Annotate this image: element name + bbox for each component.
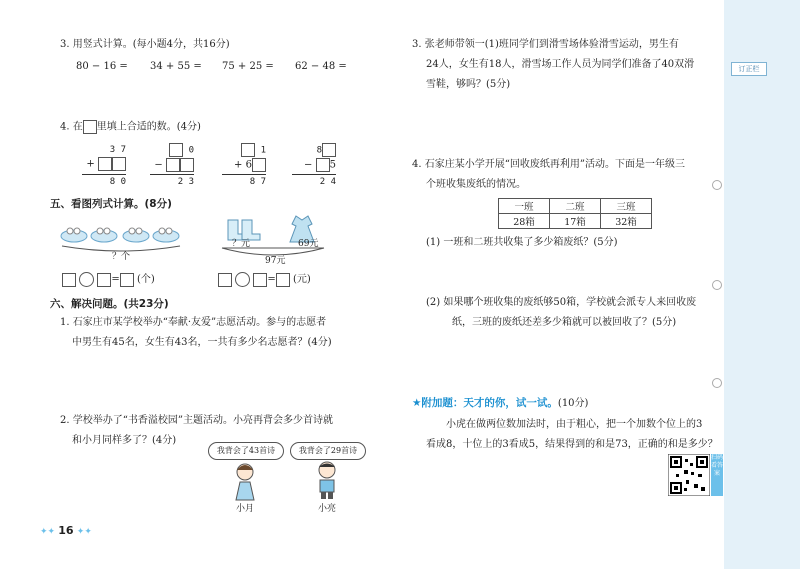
answer-box[interactable] — [83, 120, 97, 134]
answer-box[interactable] — [97, 273, 111, 287]
section6-title: 六、解决问题。(共23分) — [50, 298, 169, 310]
answer-box[interactable] — [180, 158, 194, 172]
answer-box[interactable] — [169, 143, 183, 157]
r-q3-line3: 雪鞋，够吗？(5分) — [426, 79, 511, 90]
qr-label: 扫码看答案 — [711, 454, 724, 477]
star-decoration: ✦✦ — [76, 527, 92, 537]
plates-question: ？个 — [112, 252, 131, 262]
correction-strip — [724, 0, 800, 569]
problem1-line2: 中男生有45名，女生有43名，一共有多少名志愿者？(4分) — [72, 337, 332, 348]
girl-icon — [228, 462, 262, 502]
speech-bubble-1 — [208, 442, 284, 460]
paper-collection-table — [498, 198, 652, 229]
vs-op: − — [154, 159, 163, 170]
r-q4-line2: 个班收集废纸的情况。 — [426, 179, 526, 190]
bonus-score: (10分) — [557, 398, 589, 409]
table-header: 一班 — [499, 199, 550, 214]
unit-label: (元) — [292, 274, 311, 285]
r-q3-line2: 24人，女生有18人，滑雪场工作人员为同学们准备了40双滑 — [426, 59, 695, 70]
vs-op: + — [86, 158, 95, 170]
operator-circle[interactable] — [235, 272, 250, 287]
answer-box[interactable] — [241, 143, 255, 157]
r-q4-line1: 4. 石家庄某小学开展“回收废纸再利用”活动。下面是一年级三 — [412, 159, 685, 170]
problem2-line2: 和小月同样多了？(4分) — [72, 435, 177, 446]
boots-price-question: ？元 — [232, 239, 251, 249]
boy-icon — [310, 460, 344, 500]
bonus-line2: 看成8，十位上的3看成5，结果得到的和是73，正确的和是多少？ — [426, 439, 718, 450]
calc-item: 34 + 55 = — [150, 61, 202, 72]
vs-top: 1 — [255, 145, 266, 156]
table-cell: 17箱 — [550, 214, 601, 229]
answer-box[interactable] — [322, 143, 336, 157]
vs-result: 2 3 — [177, 177, 194, 187]
section5-title: 五、看图列式计算。(8分) — [50, 198, 172, 210]
answer-box[interactable] — [253, 273, 267, 287]
table-row — [499, 214, 652, 229]
vs-top: 8 — [316, 145, 322, 156]
qr-code-icon[interactable] — [668, 454, 710, 496]
answer-box[interactable] — [316, 158, 330, 172]
answer-box[interactable] — [218, 273, 232, 287]
r-q3-line1: 3. 张老师带领一(1)班同学们到滑雪场体验滑雪运动，男生有 — [412, 39, 679, 50]
problem2-line1: 2. 学校举办了“书香溢校园”主题活动。小亮再背会多少首诗就 — [60, 415, 333, 426]
r-sub1: (1) 一班和二班共收集了多少箱废纸？(5分) — [426, 237, 618, 248]
bubble-text: 我背会了29首诗 — [298, 446, 358, 455]
page-number-value: 16 — [58, 524, 74, 537]
vs-top: 3 7 — [109, 145, 126, 155]
calc-item: 62 − 48 = — [295, 61, 347, 72]
vertical-sum-4 — [292, 143, 336, 189]
operator-circle[interactable] — [79, 272, 94, 287]
binding-hole — [712, 180, 722, 190]
bonus-line1: 小虎在做两位数加法时，由于粗心，把一个加数个位上的3 — [446, 419, 703, 430]
star-decoration: ✦✦ — [40, 527, 56, 537]
dress-price: 69元 — [298, 239, 319, 249]
answer-box[interactable] — [98, 157, 112, 171]
equation-left: = (个) — [62, 272, 155, 287]
q4-title-pre: 4. 在 — [60, 121, 83, 133]
answer-box[interactable] — [112, 157, 126, 171]
page-number — [40, 524, 92, 539]
vertical-sum-2 — [150, 143, 194, 189]
table-cell: 32箱 — [601, 214, 652, 229]
bubble-text: 我背会了43首诗 — [216, 446, 276, 455]
total-price: 97元 — [265, 256, 286, 266]
unit-label: (个) — [136, 274, 155, 285]
calc-item: 80 − 16 = — [76, 61, 128, 72]
bonus-title — [412, 396, 588, 411]
vs-second: 6 — [245, 159, 252, 170]
vs-result: 8 7 — [249, 177, 266, 187]
girl-name: 小月 — [236, 504, 255, 514]
vertical-sum-3 — [222, 143, 266, 189]
vs-result: 8 0 — [109, 176, 126, 187]
vs-second: 5 — [329, 159, 336, 170]
table-header-row — [499, 199, 652, 214]
boy-name: 小亮 — [318, 504, 337, 514]
correction-tab: 订正栏 — [731, 62, 767, 76]
equation-right: = (元) — [218, 272, 311, 287]
binding-hole — [712, 378, 722, 388]
table-header: 二班 — [550, 199, 601, 214]
q4-title — [60, 120, 201, 135]
calc-item: 75 + 25 = — [222, 61, 274, 72]
table-cell: 28箱 — [499, 214, 550, 229]
problem1-line1: 1. 石家庄市某学校举办“奉献·友爱”志愿活动。参与的志愿者 — [60, 317, 327, 328]
vs-top: 0 — [183, 145, 194, 156]
speech-bubble-2 — [290, 442, 366, 460]
q4-title-post: 里填上合适的数。(4分) — [96, 121, 201, 133]
binding-hole — [712, 280, 722, 290]
vs-op: + — [234, 159, 243, 170]
vs-op: − — [304, 159, 313, 170]
r-sub2-line2: 纸，三班的废纸还差多少箱就可以被回收了？(5分) — [452, 317, 677, 328]
table-header: 三班 — [601, 199, 652, 214]
bonus-title-text: ★附加题：天才的你，试一试。 — [412, 397, 558, 409]
answer-box[interactable] — [276, 273, 290, 287]
plate-icon — [61, 228, 179, 242]
answer-box[interactable] — [252, 158, 266, 172]
vs-result: 2 4 — [319, 177, 336, 187]
q3-title: 3. 用竖式计算。(每小题4分，共16分) — [60, 39, 230, 50]
answer-box[interactable] — [120, 273, 134, 287]
answer-box[interactable] — [166, 158, 180, 172]
vertical-sum-1 — [82, 143, 126, 189]
r-sub2-line1: (2) 如果哪个班收集的废纸够50箱，学校就会派专人来回收废 — [426, 297, 697, 308]
qr-label-tab — [711, 454, 723, 496]
answer-box[interactable] — [62, 273, 76, 287]
